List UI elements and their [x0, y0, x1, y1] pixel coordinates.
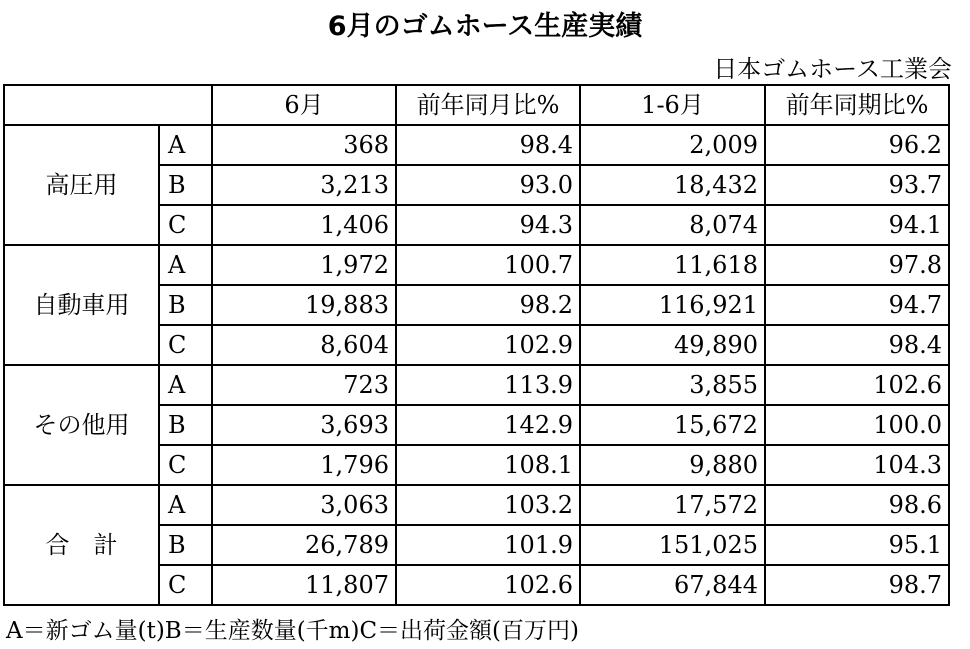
table-row — [4, 245, 949, 285]
value-cell: 103.2 — [396, 485, 580, 525]
value-cell: 108.1 — [396, 445, 580, 485]
group-label: その他用 — [4, 365, 159, 485]
value-cell: 3,693 — [212, 405, 396, 445]
row-key: C — [159, 445, 212, 485]
value-cell: 11,618 — [580, 245, 765, 285]
header-yoy-period: 前年同期比% — [765, 85, 949, 125]
value-cell: 102.9 — [396, 325, 580, 365]
footnote: A＝新ゴム量(t)B＝生産数量(千m)C＝出荷金額(百万円) — [6, 618, 580, 644]
value-cell: 98.4 — [396, 125, 580, 165]
value-cell: 17,572 — [580, 485, 765, 525]
value-cell: 2,009 — [580, 125, 765, 165]
value-cell: 102.6 — [765, 365, 949, 405]
row-key: B — [159, 525, 212, 565]
value-cell: 116,921 — [580, 285, 765, 325]
value-cell: 3,855 — [580, 365, 765, 405]
value-cell: 98.6 — [765, 485, 949, 525]
value-cell: 101.9 — [396, 525, 580, 565]
value-cell: 9,880 — [580, 445, 765, 485]
value-cell: 67,844 — [580, 565, 765, 605]
value-cell: 93.0 — [396, 165, 580, 205]
value-cell: 98.4 — [765, 325, 949, 365]
value-cell: 151,025 — [580, 525, 765, 565]
value-cell: 94.3 — [396, 205, 580, 245]
value-cell: 49,890 — [580, 325, 765, 365]
value-cell: 723 — [212, 365, 396, 405]
header-blank-cell — [4, 85, 212, 125]
value-cell: 94.7 — [765, 285, 949, 325]
row-key: A — [159, 125, 212, 165]
row-key: A — [159, 485, 212, 525]
value-cell: 1,972 — [212, 245, 396, 285]
value-cell: 98.7 — [765, 565, 949, 605]
value-cell: 100.7 — [396, 245, 580, 285]
row-key: A — [159, 365, 212, 405]
row-key: B — [159, 165, 212, 205]
value-cell: 95.1 — [765, 525, 949, 565]
value-cell: 102.6 — [396, 565, 580, 605]
row-key: C — [159, 325, 212, 365]
value-cell: 142.9 — [396, 405, 580, 445]
header-jan-jun: 1-6月 — [580, 85, 765, 125]
header-yoy-month: 前年同月比% — [396, 85, 580, 125]
header-row — [4, 85, 949, 125]
value-cell: 94.1 — [765, 205, 949, 245]
production-table — [3, 84, 950, 606]
value-cell: 98.2 — [396, 285, 580, 325]
value-cell: 18,432 — [580, 165, 765, 205]
value-cell: 8,604 — [212, 325, 396, 365]
group-label: 高圧用 — [4, 125, 159, 245]
row-key: A — [159, 245, 212, 285]
source-label: 日本ゴムホース工業会 — [713, 55, 952, 83]
value-cell: 368 — [212, 125, 396, 165]
table-row — [4, 485, 949, 525]
value-cell: 93.7 — [765, 165, 949, 205]
value-cell: 97.8 — [765, 245, 949, 285]
value-cell: 100.0 — [765, 405, 949, 445]
value-cell: 11,807 — [212, 565, 396, 605]
table-row — [4, 365, 949, 405]
value-cell: 113.9 — [396, 365, 580, 405]
value-cell: 1,796 — [212, 445, 396, 485]
value-cell: 104.3 — [765, 445, 949, 485]
header-june: 6月 — [212, 85, 396, 125]
row-key: C — [159, 565, 212, 605]
value-cell: 19,883 — [212, 285, 396, 325]
group-label: 自動車用 — [4, 245, 159, 365]
value-cell: 1,406 — [212, 205, 396, 245]
value-cell: 8,074 — [580, 205, 765, 245]
group-label: 合 計 — [4, 485, 159, 605]
value-cell: 3,213 — [212, 165, 396, 205]
value-cell: 26,789 — [212, 525, 396, 565]
value-cell: 15,672 — [580, 405, 765, 445]
row-key: B — [159, 405, 212, 445]
page-title: 6月のゴムホース生産実績 — [327, 11, 643, 42]
row-key: C — [159, 205, 212, 245]
table-row — [4, 125, 949, 165]
value-cell: 96.2 — [765, 125, 949, 165]
value-cell: 3,063 — [212, 485, 396, 525]
row-key: B — [159, 285, 212, 325]
